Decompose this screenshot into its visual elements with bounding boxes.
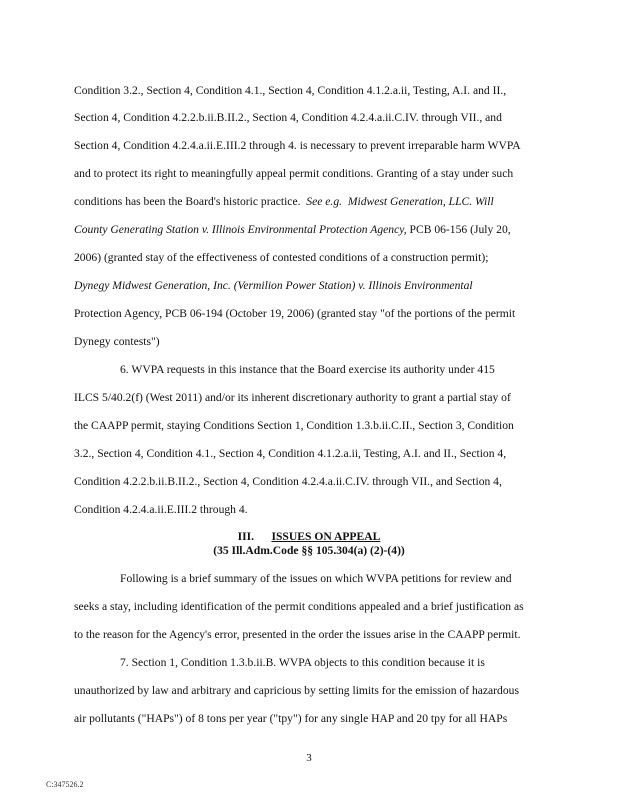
paragraph-line: 3.2., Section 4, Condition 4.1., Section 4, Condition 4.1.2.a.ii, Testing, A.I. and II., Section 4,	[74, 447, 507, 460]
paragraph-line: 7. Section 1, Condition 1.3.b.ii.B. WVPA objects to this condition because it is	[120, 656, 485, 669]
paragraph-line: and to protect its right to meaningfully appeal permit conditions. Granting of a stay under such	[74, 167, 514, 180]
footer-doc-code: C:347526.2	[46, 780, 84, 789]
case-name: Dynegy Midwest Generation, Inc. (Vermilion Power Station) v. Illinois Environmental	[74, 279, 473, 292]
line-text: conditions has been the Board's historic practice.	[74, 195, 301, 208]
paragraph-line: Section 4, Condition 4.2.4.a.ii.E.III.2 through 4. is necessary to prevent irreparable harm WVPA	[74, 139, 521, 152]
paragraph-line: Dynegy contests")	[74, 335, 160, 348]
paragraph-line: Protection Agency, PCB 06-194 (October 19, 2006) (granted stay "of the portions of the permit	[74, 307, 516, 320]
paragraph-line	[74, 279, 473, 293]
paragraph-line: unauthorized by law and arbitrary and capricious by setting limits for the emission of hazardous	[74, 684, 519, 697]
paragraph-line: the CAAPP permit, staying Conditions Section 1, Condition 1.3.b.ii.C.II., Section 3, Condition	[74, 419, 514, 432]
paragraph-line: seeks a stay, including identification of the permit conditions appealed and a brief justification as	[74, 600, 524, 613]
paragraph-line	[74, 195, 494, 209]
paragraph-line: to the reason for the Agency's error, presented in the order the issues arise in the CAAPP permit.	[74, 628, 521, 641]
paragraph-line: Condition 3.2., Section 4, Condition 4.1., Section 4, Condition 4.1.2.a.ii, Testing, A.I. and II.,	[74, 84, 507, 97]
section-subtitle: (35 Ill.Adm.Code §§ 105.304(a) (2)-(4))	[213, 544, 405, 557]
section-title: ISSUES ON APPEAL	[271, 530, 381, 543]
paragraph-line: ILCS 5/40.2(f) (West 2011) and/or its inherent discretionary authority to grant a partial stay of	[74, 391, 511, 404]
paragraph-line: 6. WVPA requests in this instance that the Board exercise its authority under 415	[120, 363, 495, 376]
section-number: III.	[237, 530, 255, 543]
case-name: County Generating Station v. Illinois Environmental Protection Agency,	[74, 223, 407, 236]
section-heading	[0, 530, 618, 544]
paragraph-line	[74, 223, 511, 237]
citation-signal: See e.g.	[306, 195, 343, 208]
paragraph-line: Following is a brief summary of the issues on which WVPA petitions for review and	[120, 572, 512, 585]
paragraph-line: Condition 4.2.4.a.ii.E.III.2 through 4.	[74, 503, 248, 516]
paragraph-line: 2006) (granted stay of the effectiveness of contested conditions of a construction permit);	[74, 251, 489, 264]
line-text: PCB 06-156 (July 20,	[409, 223, 511, 236]
case-name: Midwest Generation, LLC. Will	[347, 195, 494, 208]
paragraph-line: air pollutants ("HAPs") of 8 tons per year ("tpy") for any single HAP and 20 tpy for all HAPs	[74, 712, 508, 725]
paragraph-line: Section 4, Condition 4.2.2.b.ii.B.II.2., Section 4, Condition 4.2.4.a.ii.C.IV. through VII., and	[74, 111, 502, 124]
paragraph-line: Condition 4.2.2.b.ii.B.II.2., Section 4, Condition 4.2.4.a.ii.C.IV. through VII., and Section 4,	[74, 475, 502, 488]
page-number: 3	[306, 752, 312, 764]
